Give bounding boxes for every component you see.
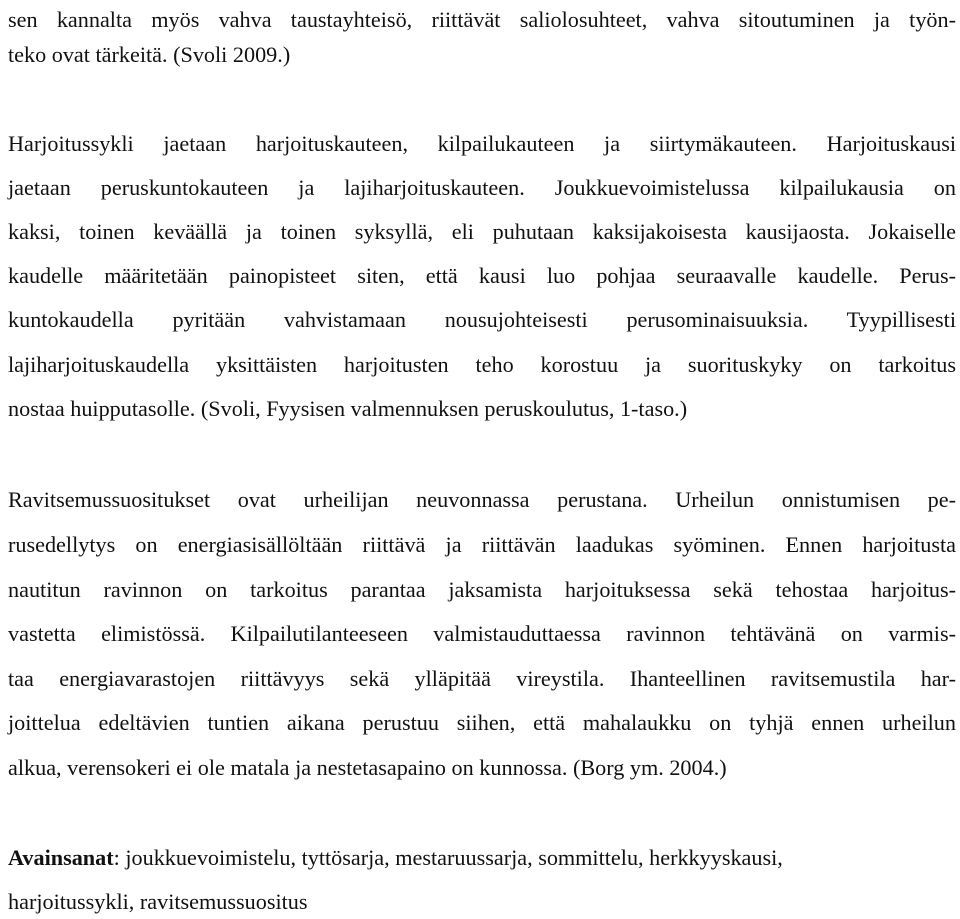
text-line: nautitun ravinnon on tarkoitus parantaa jaksamista harjoituksessa sekä tehostaa harjoitus-	[8, 577, 956, 602]
text-line: sen kannalta myös vahva taustayhteisö, riittävät saliolosuhteet, vahva sitoutuminen ja työn-	[8, 7, 956, 32]
keywords-label: Avainsanat	[8, 845, 114, 870]
text-line: jaetaan peruskuntokauteen ja lajiharjoituskauteen. Joukkuevoimistelussa kilpailukausia on	[8, 175, 956, 200]
keywords-line: harjoitussykli, ravitsemussuositus	[8, 889, 308, 914]
text-line: Ravitsemussuositukset ovat urheilijan neuvonnassa perustana. Urheilun onnistumisen pe-	[8, 487, 956, 512]
text-line: Harjoitussykli jaetaan harjoituskauteen, kilpailukauteen ja siirtymäkauteen. Harjoituskausi	[8, 131, 956, 156]
text-line: kaudelle määritetään painopisteet siten, että kausi luo pohjaa seuraavalle kaudelle. Perus-	[8, 263, 956, 288]
text-line: lajiharjoituskaudella yksittäisten harjoitusten teho korostuu ja suorituskyky on tarkoitus	[8, 352, 956, 377]
text-line: nostaa huipputasolle. (Svoli, Fyysisen valmennuksen peruskoulutus, 1-taso.)	[8, 396, 688, 421]
text-line: joittelua edeltävien tuntien aikana perustuu siihen, että mahalaukku on tyhjä ennen urheilun	[8, 710, 956, 735]
text-line: kaksi, toinen keväällä ja toinen syksyllä, eli puhutaan kaksijakoisesta kausijaosta. Jokaiselle	[8, 219, 956, 244]
text-line: teko ovat tärkeitä. (Svoli 2009.)	[8, 42, 291, 67]
text-line: kuntokaudella pyritään vahvistamaan nousujohteisesti perusominaisuuksia. Tyypillisesti	[8, 307, 956, 332]
text-line: alkua, verensokeri ei ole matala ja nestetasapaino on kunnossa. (Borg ym. 2004.)	[8, 755, 727, 780]
text-line: vastetta elimistössä. Kilpailutilanteeseen valmistauduttaessa ravinnon tehtävänä on varmis-	[8, 621, 956, 646]
keywords-line	[8, 842, 956, 874]
keywords-list: : joukkuevoimistelu, tyttösarja, mestaruussarja, sommittelu, herkkyyskausi,	[113, 845, 783, 870]
text-line: rusedellytys on energiasisällöltään riittävä ja riittävän laadukas syöminen. Ennen harjoitusta	[8, 532, 956, 557]
text-line: taa energiavarastojen riittävyys sekä ylläpitää vireystila. Ihanteellinen ravitsemustila har-	[8, 666, 956, 691]
